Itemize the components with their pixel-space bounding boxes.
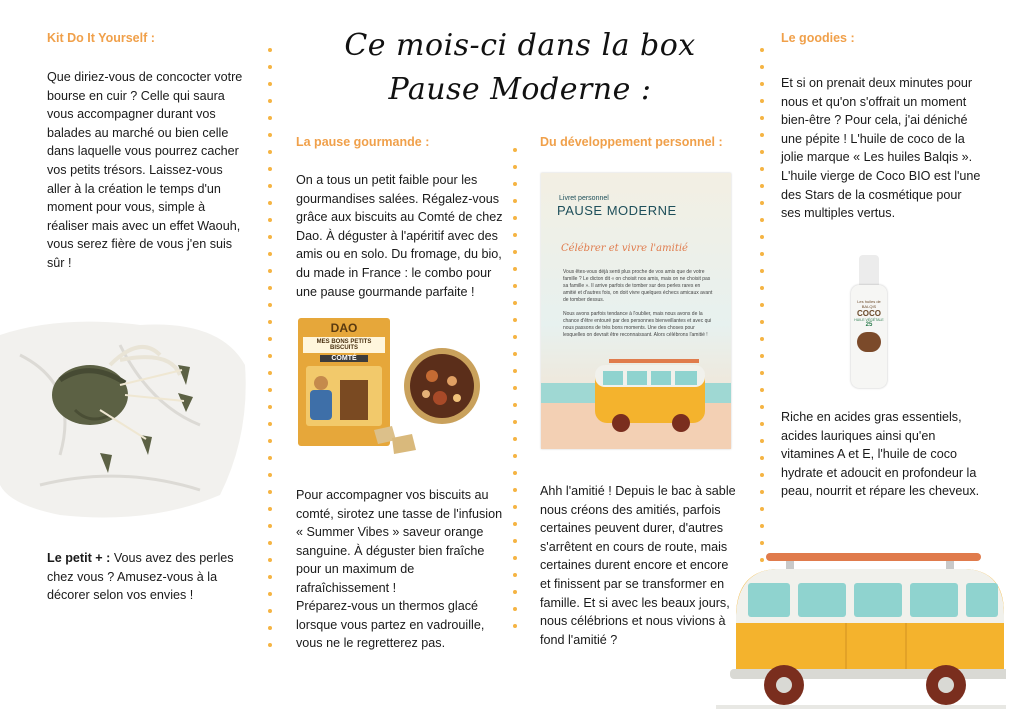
separator-dot [268, 371, 272, 375]
separator-dot [268, 184, 272, 188]
col4-heading: Le goodies : [781, 31, 855, 45]
separator-dot [760, 490, 764, 494]
col1-heading: Kit Do It Yourself : [47, 31, 155, 45]
separator-dot [760, 405, 764, 409]
separator-dot [268, 99, 272, 103]
separator-dot [513, 369, 517, 373]
separator-dot [268, 303, 272, 307]
separator-dot [513, 573, 517, 577]
separator-dot [513, 148, 517, 152]
separator-dot [513, 556, 517, 560]
separator-dot [513, 505, 517, 509]
separator-dot [268, 422, 272, 426]
separator-dot [268, 490, 272, 494]
separator-dot [760, 133, 764, 137]
separator-dot [513, 386, 517, 390]
booklet-subtitle: Célébrer et vivre l'amitié [561, 243, 688, 254]
separator-dot [513, 403, 517, 407]
separator-2 [513, 148, 517, 641]
separator-1 [268, 48, 272, 660]
separator-dot [513, 420, 517, 424]
bottle-name: COCO [857, 309, 881, 318]
separator-dot [268, 48, 272, 52]
separator-dot [513, 318, 517, 322]
separator-dot [513, 488, 517, 492]
separator-dot [513, 454, 517, 458]
separator-dot [268, 388, 272, 392]
separator-dot [760, 507, 764, 511]
separator-dot [760, 167, 764, 171]
separator-dot [760, 252, 764, 256]
separator-dot [268, 405, 272, 409]
separator-dot [513, 182, 517, 186]
separator-dot [760, 354, 764, 358]
separator-dot [268, 167, 272, 171]
separator-dot [760, 99, 764, 103]
leather-pouch-photo [0, 315, 250, 525]
separator-dot [760, 303, 764, 307]
separator-dot [268, 150, 272, 154]
separator-dot [760, 422, 764, 426]
separator-dot [760, 388, 764, 392]
infusion-bowl [402, 346, 482, 426]
booklet-para-2: Nous avons parfois tendance à l'oublier, mais nous avons de la chance d'être entouré par des personnes bienveillantes et avec qui nous passons de très bons moments. Une des choses pour lesquelles on devrait être reconnaissant. Alors célébrons l'amitié ! [563, 311, 712, 338]
separator-dot [268, 354, 272, 358]
separator-dot [268, 82, 272, 86]
separator-dot [268, 558, 272, 562]
separator-dot [513, 437, 517, 441]
separator-dot [513, 284, 517, 288]
col3-text: Ahh l'amitié ! Depuis le bac à sable nous créons des amitiés, parfois certaines peuvent durer, d'autres s'arrêtent en cours de route, mais certaines durent encore et encore et finissent par se transformer en famille. Et si avec les beaux jours, nous célébrions et nous vivions à fond l'amitié ? [540, 484, 736, 647]
booklet-para-1: Vous êtes-vous déjà senti plus proche de vos amis que de votre famille ? Le dicton dit « on choisit nos amis, mais on ne choisit pas sa famille ». Il arrive parfois de tomber sur des perles rares en amitié et d'autres fois, on doit vivre quelques échecs amicaux avant de tomber dessus. [563, 269, 713, 303]
separator-dot [513, 267, 517, 271]
separator-dot [760, 150, 764, 154]
separator-dot [760, 269, 764, 273]
bottle-brand: Les huiles de BALQIS [857, 299, 881, 309]
dao-name: MES BONS PETITS BISCUITS [303, 337, 385, 353]
separator-dot [268, 286, 272, 290]
separator-dot [760, 82, 764, 86]
dao-brand: DAO [330, 321, 358, 335]
separator-dot [268, 541, 272, 545]
separator-dot [513, 216, 517, 220]
separator-dot [513, 352, 517, 356]
col2-text-1: On a tous un petit faible pour les gourmandises salées. Régalez-vous grâce aux biscuits au Comté de chez Dao. À déguster à l'apéritif avec des amis ou en solo. Du fromage, du bio, du made in France : le combo pour une pause gourmande parfaite ! [296, 173, 503, 299]
title-line-1: Ce mois-ci dans la box [344, 28, 696, 63]
separator-dot [513, 335, 517, 339]
separator-dot [513, 233, 517, 237]
col1-petit-plus [47, 549, 247, 605]
bottle-sub: HUILE VÉGÉTALE [854, 318, 884, 322]
separator-dot [760, 456, 764, 460]
separator-dot [268, 524, 272, 528]
col1-text: Que diriez-vous de concocter votre bourse en cuir ? Celle qui saura vous accompagner durant vos balades au marché ou bien celle dans laquelle vous pourrez cacher vos petits trésors. Laissez-vous aller à la création le temps d'un moment pour vous, simple à réaliser mais avec un effet Waouh, vous serez fière de vous j'en suis sûr ! [47, 70, 243, 270]
separator-dot [513, 607, 517, 611]
separator-dot [268, 643, 272, 647]
van-illustration [716, 553, 1006, 718]
page-title [330, 28, 710, 107]
separator-dot [513, 624, 517, 628]
separator-dot [513, 199, 517, 203]
title-line-2: Pause Moderne : [388, 72, 652, 107]
separator-dot [268, 201, 272, 205]
separator-dot [513, 471, 517, 475]
separator-dot [268, 609, 272, 613]
separator-dot [760, 541, 764, 545]
separator-dot [760, 524, 764, 528]
petit-plus-label: Le petit + : [47, 551, 111, 565]
separator-dot [268, 626, 272, 630]
separator-dot [513, 250, 517, 254]
separator-dot [760, 286, 764, 290]
bottle-size: 25 [865, 322, 873, 328]
separator-dot [760, 184, 764, 188]
separator-dot [268, 337, 272, 341]
coconut-oil-bottle [851, 255, 887, 388]
separator-dot [760, 337, 764, 341]
separator-dot [268, 439, 272, 443]
petit-plus-text: Vous avez des perles chez vous ? Amusez-vous à la décorer selon vos envies ! [47, 551, 234, 603]
separator-dot [268, 507, 272, 511]
separator-dot [268, 65, 272, 69]
separator-dot [268, 252, 272, 256]
separator-dot [268, 218, 272, 222]
separator-dot [513, 165, 517, 169]
separator-dot [268, 116, 272, 120]
separator-dot [760, 65, 764, 69]
separator-dot [513, 522, 517, 526]
separator-dot [268, 320, 272, 324]
separator-dot [760, 473, 764, 477]
booklet-kicker: Livret personnel [559, 195, 609, 202]
col4-text-1: Et si on prenait deux minutes pour nous et qu'on s'offrait un moment bien-être ? Pour cela, j'ai déniché une pépite ! L'huile de coco de la jolie marque « Les huiles Balqis ». L'huile vierge de Coco BIO est l'une des Stars de la cosmétique pour ses multiples vertus. [781, 76, 981, 221]
col4-text-2: Riche en acides gras essentiels, acides lauriques ainsi qu'en vitamines A et E, l'huile de coco hydrate et adoucit en profondeur la peau, nourrit et répare les cheveux. [781, 410, 980, 499]
separator-dot [268, 592, 272, 596]
dao-flavor: COMTÉ [320, 355, 368, 362]
separator-dot [268, 473, 272, 477]
separator-dot [760, 371, 764, 375]
col2-text-3: Préparez-vous un thermos glacé lorsque vous partez en vadrouille, vous ne le regretterez pas. [296, 599, 485, 651]
col3-heading: Du développement personnel : [540, 135, 723, 149]
separator-dot [513, 590, 517, 594]
separator-dot [760, 439, 764, 443]
separator-dot [268, 456, 272, 460]
separator-dot [760, 116, 764, 120]
separator-dot [268, 575, 272, 579]
booklet-cover [541, 173, 731, 449]
booklet-title: PAUSE MODERNE [557, 203, 677, 218]
separator-dot [513, 301, 517, 305]
separator-dot [760, 320, 764, 324]
separator-dot [268, 235, 272, 239]
col2-heading: La pause gourmande : [296, 135, 430, 149]
separator-dot [268, 133, 272, 137]
separator-dot [760, 218, 764, 222]
separator-dot [513, 539, 517, 543]
separator-dot [760, 201, 764, 205]
col2-text-2: Pour accompagner vos biscuits au comté, sirotez une tasse de l'infusion « Summer Vibes » saveur orange sanguine. À déguster bien fraîche pour un maximum de rafraîchissement ! [296, 488, 503, 595]
separator-dot [268, 269, 272, 273]
separator-dot [760, 48, 764, 52]
biscuit-pieces [372, 420, 422, 460]
separator-dot [760, 235, 764, 239]
